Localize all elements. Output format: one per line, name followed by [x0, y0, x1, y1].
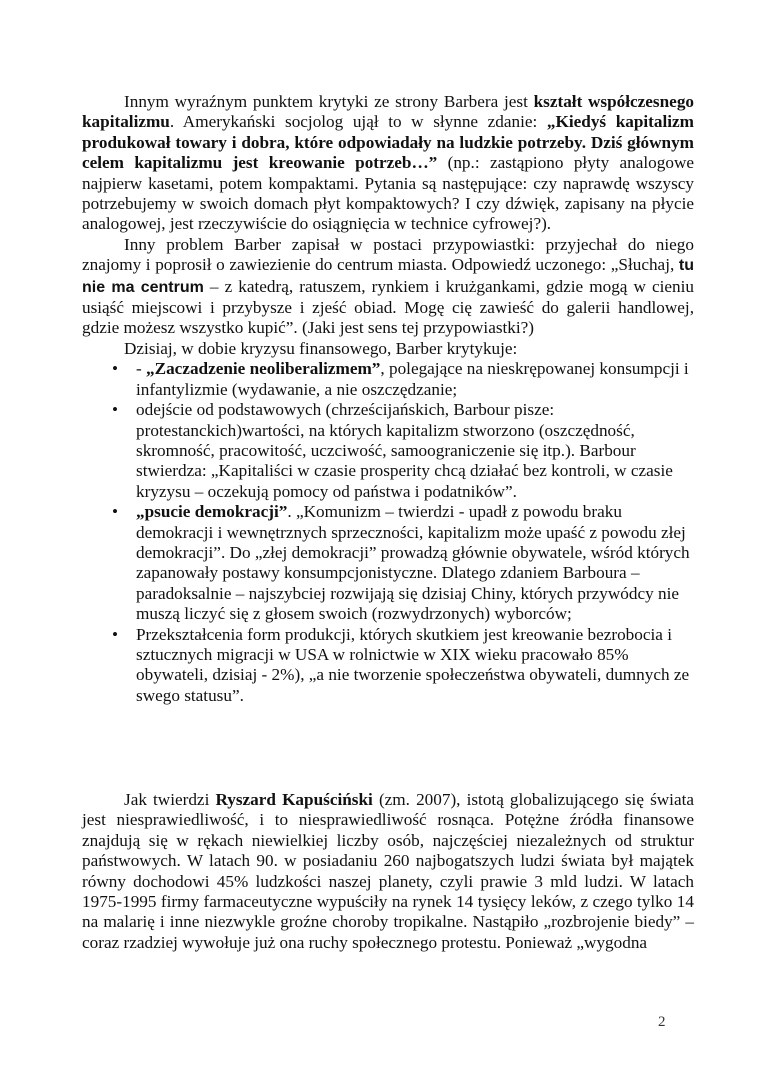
- list-item-text: . „Komunizm – twierdzi - upadł z powodu braku demokracji i wewnętrznych sprzeczności, kapitalizm może upaść z powodu złej demokracji”. Do „złej demokracji” prowadzą głównie obywatele, wśród których zapanowały postawy konsumpcjonistyczne. Dlatego zdaniem Barboura – paradoksalnie – najszybciej rozwijają się dzisiaj Chiny, których przywódcy nie muszą liczyć się z głosem swoich (rozwydrzonych) wyborców;: [136, 502, 690, 624]
- paragraph-capitalism-critique: [82, 92, 694, 235]
- paragraph-parable: [82, 235, 694, 339]
- bullet-marker: •: [112, 624, 119, 644]
- page-number: 2: [658, 1014, 666, 1030]
- list-item: [82, 502, 694, 624]
- list-item-text: , polegające na nieskrępowanej konsumpcji i infantylizmie (wydawanie, a nie oszczędzanie;: [136, 359, 689, 399]
- bullet-marker: •: [112, 400, 119, 420]
- bold-phrase: „Zaczadzenie neoliberalizmem”: [146, 359, 381, 379]
- paragraph-kapuscinski: [82, 790, 694, 953]
- list-intro: Dzisiaj, w dobie kryzysu finansowego, Barber krytykuje:: [124, 338, 518, 358]
- paragraph-text: – z katedrą, ratuszem, rynkiem i krużgankami, gdzie mogą w cieniu usiąść miejscowi i przybysze i zjeść obiad. Mogę cię zawieść do galerii handlowej, gdzie możesz wszystko kupić”. (Jaki jest sens tej przypowiastki?): [82, 276, 694, 338]
- bullet-marker: •: [112, 502, 119, 522]
- paragraph-text: . Amerykański socjolog ujął to w słynne zdanie:: [169, 112, 547, 132]
- paragraph-text: (zm. 2007), istotą globalizującego się świata jest niesprawiedliwość, i to niesprawiedliwość rosnąca. Potężne źródła finansowe znajdują się w rękach niewielkiej liczby osób, najczęściej niezależnych od struktur państwowych. W latach 90. w posiadaniu 260 najbogatszych ludzi świata był majątek równy dochodowi 45% ludzkości naszej planety, czyli prawie 3 mld ludzi. W latach 1975-1995 firmy farmaceutyczne wypuściły na rynek 14 tysięcy leków, z czego tylko 14 na malarię i inne niezwykle groźne choroby tropikalne. Nastąpiło „rozbrojenie biedy” – coraz rzadziej wywołuje już ona ruchy społecznego protestu. Ponieważ „wygodna: [82, 790, 694, 952]
- list-item: [82, 359, 694, 400]
- list-item-text: Przekształcenia form produkcji, których skutkiem jest kreowanie bezrobocia i sztucznych migracji w USA w rolnictwie w XIX wieku pracowało 85% obywateli, dzisiaj - 2%), „a nie tworzenie społeczeństwa obywateli, dumnych ze swego statusu”.: [136, 624, 690, 705]
- paragraph-text: Innym wyraźnym punktem krytyki ze strony Barbera jest: [124, 92, 534, 111]
- bold-phrase: kształt współczesnego kapitalizmu: [82, 92, 695, 132]
- list-item-text: odejście od podstawowych (chrześcijańskich, Barbour pisze: protestanckich)wartości, na których kapitalizm stworzono (oszczędność, skromność, pracowitość, uczciwość, samoograniczenie się itp.). Barbour stwierdza: „Kapitaliści w czasie prosperity chcą działać bez kontroli, w czasie kryzysu – oczekują pomocy od państwa i podatników”.: [136, 400, 673, 501]
- list-item-prefix: -: [136, 359, 147, 379]
- list-item: [82, 400, 694, 502]
- bold-phrase: tu nie ma centrum: [82, 257, 694, 296]
- paragraph-text: Jak twierdzi: [124, 790, 216, 809]
- paragraph-text: (np.: zastąpiono płyty analogowe najpierw kasetami, potem kompaktami. Pytania są następujące: czy naprawdę wszyscy potrzebujemy w swoich domach płyt kompaktowych? I czy dźwięk, zapisany na płycie analogowej, jest rzeczywiście do osiągnięcia w technice cyfrowej?).: [82, 153, 694, 234]
- bullet-marker: •: [112, 359, 119, 379]
- critique-list: [82, 359, 694, 706]
- paragraph-text: Inny problem Barber zapisał w postaci przypowiastki: przyjechał do niego znajomy i poprosił o zawiezienie do centrum miasta. Odpowiedź uczonego: „Słuchaj,: [82, 234, 694, 275]
- upper-text-block: [82, 92, 694, 706]
- lower-text-block: [82, 790, 694, 953]
- bold-quote: „Kiedyś kapitalizm produkował towary i dobra, które odpowiadały na ludzkie potrzeby. Dziś głównym celem kapitalizmu jest kreowanie potrzeb…”: [82, 112, 694, 173]
- bold-name: Ryszard Kapuściński: [215, 790, 373, 809]
- bold-phrase: „psucie demokracji”: [136, 502, 288, 522]
- list-item: [82, 625, 694, 707]
